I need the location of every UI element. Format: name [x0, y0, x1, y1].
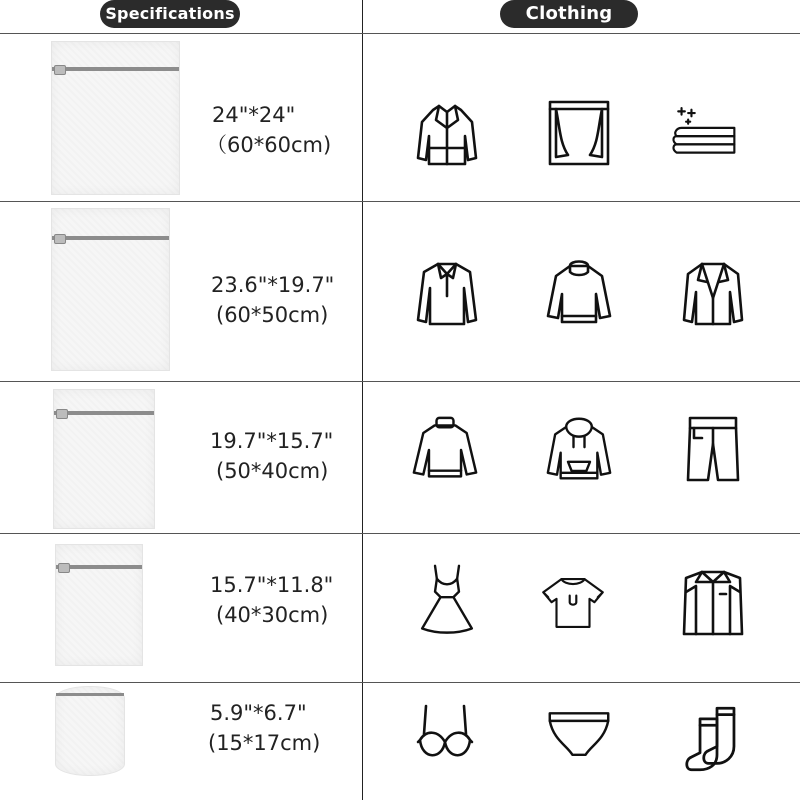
- dress-shirt-icon: [680, 568, 746, 638]
- laundry-bag-small-image: [53, 389, 155, 529]
- size-inches: 19.7"*15.7": [210, 429, 334, 453]
- turtleneck-sweater-icon: [412, 414, 478, 484]
- sweater-icon: [546, 258, 612, 328]
- size-inches: 23.6"*19.7": [211, 273, 335, 297]
- column-divider: [362, 0, 363, 800]
- size-inches: 5.9"*6.7": [210, 701, 307, 725]
- size-inches: 24"*24": [212, 103, 296, 127]
- laundry-bag-cylinder-image: [55, 686, 125, 776]
- row-divider: [0, 33, 800, 34]
- curtains-icon: [546, 99, 612, 169]
- size-cm: (15*17cm): [208, 731, 321, 755]
- blazer-icon: [680, 258, 746, 328]
- size-cm: (60*50cm): [216, 303, 329, 327]
- dress-icon: [414, 564, 480, 634]
- clothing-header: Clothing: [500, 0, 638, 28]
- bra-icon: [412, 700, 478, 770]
- polo-shirt-icon: [414, 258, 480, 328]
- row-divider: [0, 201, 800, 202]
- row-divider: [0, 682, 800, 683]
- folded-towels-icon: [670, 97, 736, 167]
- row-divider: [0, 381, 800, 382]
- underwear-icon: [546, 700, 612, 770]
- trousers-icon: [680, 414, 746, 484]
- t-shirt-icon: [540, 568, 606, 638]
- specifications-header: Specifications: [100, 0, 240, 28]
- laundry-bag-medium-image: [51, 208, 170, 371]
- size-inches: 15.7"*11.8": [210, 573, 334, 597]
- socks-icon: [684, 704, 750, 774]
- size-cm: (40*30cm): [216, 603, 329, 627]
- row-divider: [0, 533, 800, 534]
- size-cm: （60*60cm): [206, 133, 332, 157]
- size-cm: (50*40cm): [216, 459, 329, 483]
- coat-icon: [414, 100, 480, 170]
- laundry-bag-mini-image: [55, 544, 143, 666]
- hoodie-icon: [546, 414, 612, 484]
- laundry-bag-large-image: [51, 41, 180, 195]
